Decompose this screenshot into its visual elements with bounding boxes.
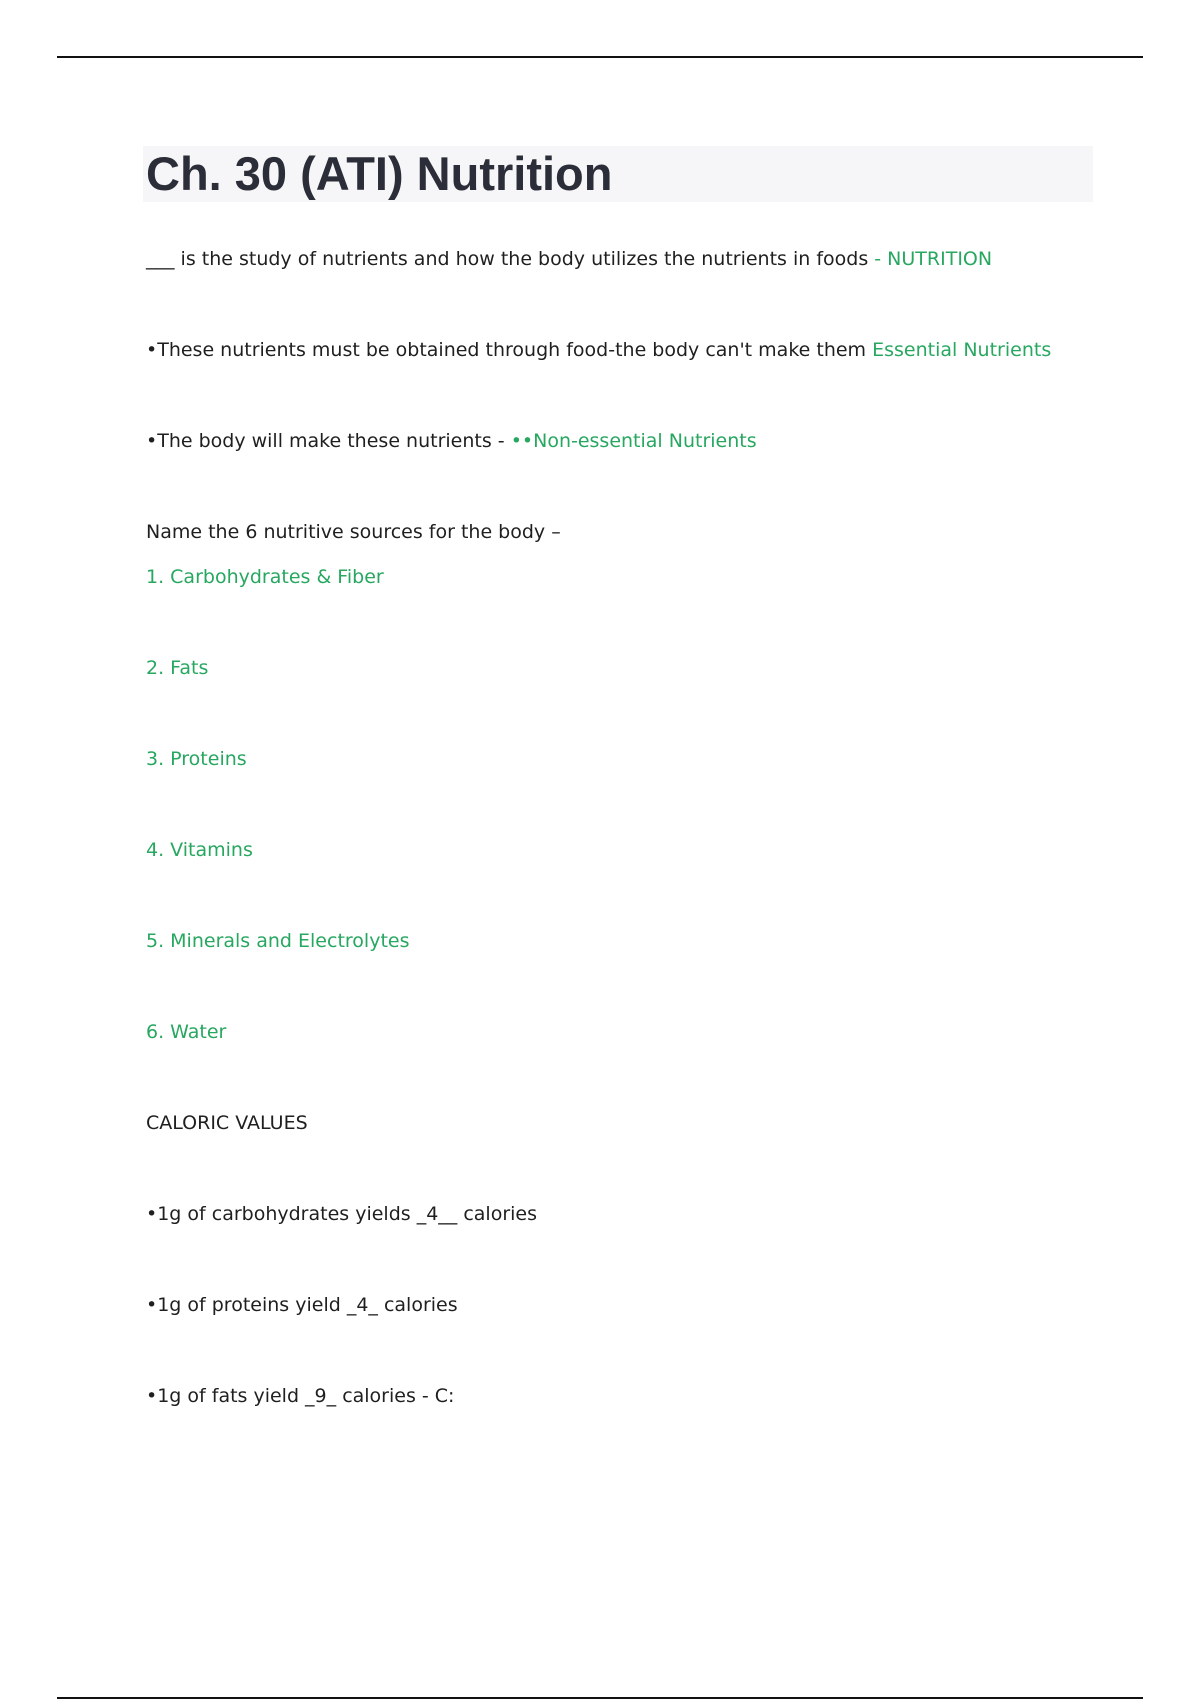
bottom-rule <box>57 1697 1143 1699</box>
question-essential <box>146 337 1051 363</box>
top-rule <box>57 56 1143 58</box>
question-text: •The body will make these nutrients - <box>146 430 511 452</box>
caloric-line: •1g of fats yield _9_ calories - C: <box>146 1385 455 1407</box>
list-item: 6. Water <box>146 1021 227 1043</box>
answer-text: ••Non-essential Nutrients <box>510 430 757 452</box>
list-item: 5. Minerals and Electrolytes <box>146 930 410 952</box>
list-item: 2. Fats <box>146 657 209 679</box>
question-nutrition <box>146 246 992 272</box>
list-item: 4. Vitamins <box>146 839 253 861</box>
caloric-line: •1g of carbohydrates yields _4__ calories <box>146 1203 538 1225</box>
question-text: ___ is the study of nutrients and how the body utilizes the nutrients in foods <box>146 248 869 270</box>
question-nonessential <box>146 428 757 454</box>
question-nutritive-sources: Name the 6 nutritive sources for the body – <box>146 521 561 543</box>
page-title: Ch. 30 (ATI) Nutrition <box>146 147 613 200</box>
caloric-line: •1g of proteins yield _4_ calories <box>146 1294 458 1316</box>
question-text: •These nutrients must be obtained through food-the body can't make them <box>146 339 867 361</box>
list-item: 1. Carbohydrates & Fiber <box>146 566 384 588</box>
answer-text: - NUTRITION <box>868 248 993 270</box>
answer-text: Essential Nutrients <box>866 339 1052 361</box>
section-heading-caloric-values: CALORIC VALUES <box>146 1112 308 1134</box>
list-item: 3. Proteins <box>146 748 247 770</box>
